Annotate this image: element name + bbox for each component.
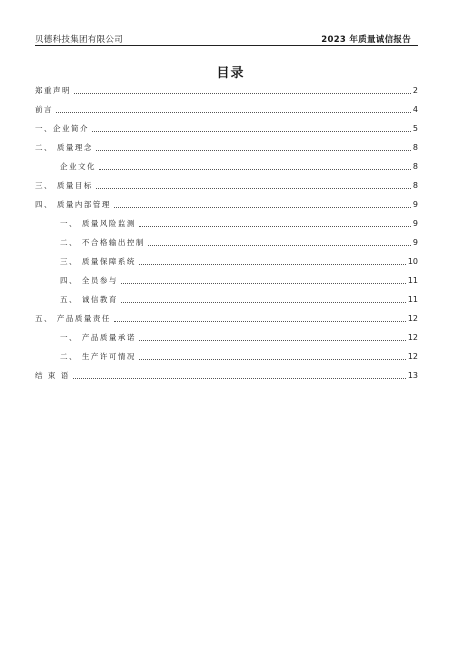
toc-leader-dots — [96, 188, 411, 189]
toc-entry-company-intro[interactable] — [35, 122, 418, 134]
toc-entry-internal-management[interactable] — [35, 198, 418, 210]
toc-entry-page: 8 — [412, 162, 418, 171]
toc-entry-full-participation[interactable] — [60, 274, 418, 286]
toc-title: 目录 — [216, 66, 245, 81]
header-report-title: 2023 年质量诚信报告 — [321, 35, 411, 45]
toc-leader-dots — [114, 321, 406, 322]
toc-entry-quality-assurance[interactable] — [60, 255, 418, 267]
toc-leader-dots — [148, 245, 411, 246]
toc-entry-page: 11 — [407, 276, 418, 285]
toc-entry-conclusion[interactable] — [35, 369, 418, 381]
toc-entry-production-license[interactable] — [60, 350, 418, 362]
toc-leader-dots — [99, 169, 411, 170]
toc-entry-page: 4 — [412, 105, 418, 114]
toc-leader-dots — [139, 226, 411, 227]
toc-entry-label: 二、 质量理念 — [35, 143, 93, 152]
toc-entry-label: 一、 质量风险监测 — [60, 219, 136, 228]
toc-entry-quality-commitment[interactable] — [60, 331, 418, 343]
toc-leader-dots — [139, 340, 406, 341]
toc-leader-dots — [74, 93, 411, 94]
toc-entry-page: 8 — [412, 143, 418, 152]
toc-leader-dots — [121, 302, 406, 303]
toc-entry-page: 12 — [407, 352, 418, 361]
toc-entry-label: 三、 质量保障系统 — [60, 257, 136, 266]
toc-entry-nonconforming-output[interactable] — [60, 236, 418, 248]
toc-entry-page: 8 — [412, 181, 418, 190]
toc-entry-page: 12 — [407, 333, 418, 342]
toc-entry-label: 郑重声明 — [35, 86, 71, 95]
toc-entry-page: 9 — [412, 200, 418, 209]
toc-leader-dots — [96, 150, 411, 151]
header-divider — [35, 45, 418, 46]
toc-entry-page: 9 — [412, 238, 418, 247]
toc-entry-page: 10 — [407, 257, 418, 266]
toc-leader-dots — [139, 359, 406, 360]
toc-leader-dots — [114, 207, 411, 208]
toc-entry-label: 二、 生产许可情况 — [60, 352, 136, 361]
toc-entry-label: 一、 产品质量承诺 — [60, 333, 136, 342]
toc-entry-label: 结 束 语 — [35, 371, 70, 380]
toc-entry-page: 13 — [407, 371, 418, 380]
toc-entry-label: 二、 不合格输出控制 — [60, 238, 145, 247]
toc-entry-integrity-education[interactable] — [60, 293, 418, 305]
toc-entry-label: 三、 质量目标 — [35, 181, 93, 190]
toc-entry-page: 2 — [412, 86, 418, 95]
toc-leader-dots — [121, 283, 406, 284]
toc-entry-label: 五、 诚信教育 — [60, 295, 118, 304]
toc-entry-quality-goals[interactable] — [35, 179, 418, 191]
toc-entry-label: 一、企业简介 — [35, 124, 89, 133]
toc-entry-label: 前言 — [35, 105, 53, 114]
toc-entry-label: 企业文化 — [60, 162, 96, 171]
toc-entry-quality-philosophy[interactable] — [35, 141, 418, 153]
toc-entry-corporate-culture[interactable] — [60, 160, 418, 172]
toc-entry-label: 四、 全员参与 — [60, 276, 118, 285]
toc-entry-product-responsibility[interactable] — [35, 312, 418, 324]
toc-entry-page: 11 — [407, 295, 418, 304]
toc-entry-page: 9 — [412, 219, 418, 228]
toc-entry-label: 五、 产品质量责任 — [35, 314, 111, 323]
toc-entry-page: 5 — [412, 124, 418, 133]
toc-entry-label: 四、 质量内部管理 — [35, 200, 111, 209]
toc-leader-dots — [92, 131, 411, 132]
toc-leader-dots — [139, 264, 406, 265]
toc-entry-statement[interactable] — [35, 84, 418, 96]
toc-entry-risk-monitoring[interactable] — [60, 217, 418, 229]
header-company-name: 贝德科技集团有限公司 — [35, 35, 124, 45]
toc-entry-page: 12 — [407, 314, 418, 323]
toc-leader-dots — [73, 378, 406, 379]
toc-leader-dots — [56, 112, 411, 113]
toc-entry-preface[interactable] — [35, 103, 418, 115]
